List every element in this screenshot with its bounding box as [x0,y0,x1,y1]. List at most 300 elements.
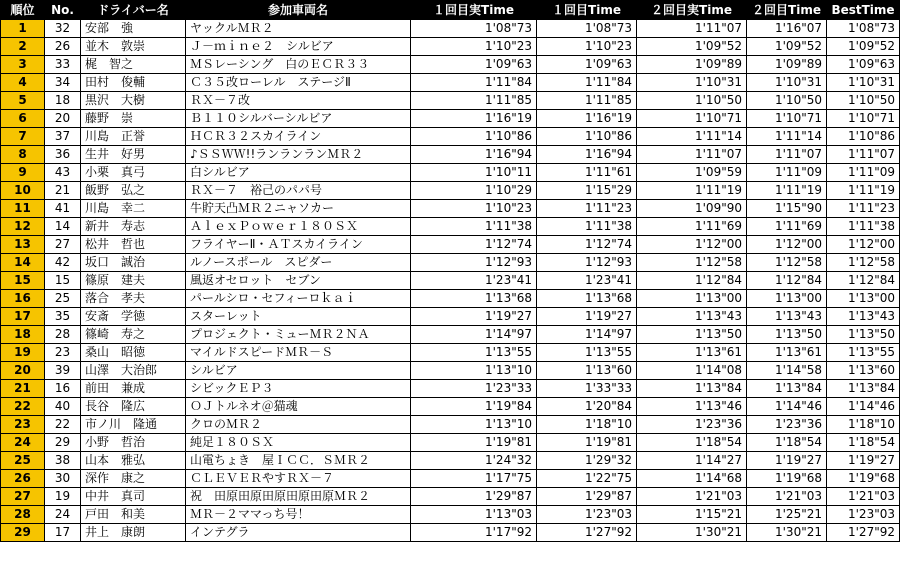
run1-time-cell: 1'23"03 [537,506,637,524]
run1-time-cell: 1'19"27 [537,308,637,326]
car-number-cell: 27 [45,236,81,254]
run1-time-cell: 1'08"73 [537,20,637,38]
run2-actual-cell: 1'12"58 [637,254,747,272]
run1-time-cell: 1'11"84 [537,74,637,92]
car-number-cell: 25 [45,290,81,308]
table-row [1,218,900,236]
car-number-cell: 30 [45,470,81,488]
header-rank: 順位 [1,1,45,20]
car-name-cell: クロのＭＲ２ [186,416,411,434]
car-number-cell: 22 [45,416,81,434]
driver-name-cell: 川島 幸二 [81,200,186,218]
run2-actual-cell: 1'13"84 [637,380,747,398]
car-number-cell: 40 [45,398,81,416]
run1-actual-cell: 1'17"75 [411,470,537,488]
run1-time-cell: 1'18"10 [537,416,637,434]
table-row [1,254,900,272]
driver-name-cell: 黒沢 大樹 [81,92,186,110]
car-name-cell: ＲＸ－７ 裕己のパパ号 [186,182,411,200]
best-time-cell: 1'10"31 [827,74,900,92]
table-row [1,398,900,416]
table-row [1,38,900,56]
car-name-cell: 白シルビア [186,164,411,182]
run1-actual-cell: 1'10"23 [411,38,537,56]
run1-time-cell: 1'13"68 [537,290,637,308]
run2-actual-cell: 1'11"07 [637,146,747,164]
driver-name-cell: 戸田 和美 [81,506,186,524]
run2-time-cell: 1'11"09 [747,164,827,182]
best-time-cell: 1'13"43 [827,308,900,326]
run2-actual-cell: 1'14"68 [637,470,747,488]
table-row [1,506,900,524]
run1-time-cell: 1'29"87 [537,488,637,506]
rank-cell: 17 [1,308,45,326]
run1-actual-cell: 1'19"27 [411,308,537,326]
driver-name-cell: 山本 雅弘 [81,452,186,470]
run2-time-cell: 1'23"36 [747,416,827,434]
driver-name-cell: 井上 康朗 [81,524,186,542]
run2-time-cell: 1'15"90 [747,200,827,218]
run1-time-cell: 1'11"61 [537,164,637,182]
run2-actual-cell: 1'09"90 [637,200,747,218]
run1-time-cell: 1'11"38 [537,218,637,236]
run1-time-cell: 1'20"84 [537,398,637,416]
table-row [1,200,900,218]
run2-time-cell: 1'13"43 [747,308,827,326]
run1-actual-cell: 1'11"84 [411,74,537,92]
best-time-cell: 1'10"86 [827,128,900,146]
run1-actual-cell: 1'11"85 [411,92,537,110]
run2-time-cell: 1'14"58 [747,362,827,380]
driver-name-cell: 新井 寿志 [81,218,186,236]
rank-cell: 6 [1,110,45,128]
driver-name-cell: 篠崎 寿之 [81,326,186,344]
run1-actual-cell: 1'13"55 [411,344,537,362]
table-row [1,380,900,398]
run1-time-cell: 1'10"23 [537,38,637,56]
best-time-cell: 1'12"84 [827,272,900,290]
run2-time-cell: 1'09"89 [747,56,827,74]
best-time-cell: 1'13"50 [827,326,900,344]
rank-cell: 14 [1,254,45,272]
run2-time-cell: 1'13"50 [747,326,827,344]
best-time-cell: 1'11"07 [827,146,900,164]
rank-cell: 29 [1,524,45,542]
run2-actual-cell: 1'18"54 [637,434,747,452]
rank-cell: 4 [1,74,45,92]
header-best-time: BestTime [827,1,900,20]
table-row [1,326,900,344]
run1-actual-cell: 1'19"84 [411,398,537,416]
car-name-cell: ヤックルＭＲ２ [186,20,411,38]
driver-name-cell: 藤野 崇 [81,110,186,128]
header-row [1,1,900,20]
best-time-cell: 1'19"27 [827,452,900,470]
table-row [1,146,900,164]
best-time-cell: 1'12"58 [827,254,900,272]
run1-time-cell: 1'14"97 [537,326,637,344]
run2-actual-cell: 1'10"50 [637,92,747,110]
rank-cell: 1 [1,20,45,38]
car-name-cell: マイルドスピードＭＲ－Ｓ [186,344,411,362]
rank-cell: 3 [1,56,45,74]
run1-time-cell: 1'16"19 [537,110,637,128]
run2-actual-cell: 1'30"21 [637,524,747,542]
run1-actual-cell: 1'14"97 [411,326,537,344]
car-number-cell: 23 [45,344,81,362]
run2-actual-cell: 1'13"50 [637,326,747,344]
car-number-cell: 21 [45,182,81,200]
run1-actual-cell: 1'12"93 [411,254,537,272]
run1-time-cell: 1'27"92 [537,524,637,542]
rank-cell: 2 [1,38,45,56]
run2-time-cell: 1'18"54 [747,434,827,452]
table-row [1,272,900,290]
best-time-cell: 1'14"46 [827,398,900,416]
run1-time-cell: 1'23"41 [537,272,637,290]
car-number-cell: 26 [45,38,81,56]
run2-actual-cell: 1'10"31 [637,74,747,92]
run1-actual-cell: 1'13"68 [411,290,537,308]
run2-actual-cell: 1'14"08 [637,362,747,380]
car-name-cell: ＣＬＥＶＥＲやすＲＸ－７ [186,470,411,488]
driver-name-cell: 飯野 弘之 [81,182,186,200]
car-number-cell: 36 [45,146,81,164]
table-row [1,452,900,470]
run1-actual-cell: 1'09"63 [411,56,537,74]
best-time-cell: 1'19"68 [827,470,900,488]
run2-time-cell: 1'10"71 [747,110,827,128]
rank-cell: 28 [1,506,45,524]
car-name-cell: 純足１８０ＳＸ [186,434,411,452]
best-time-cell: 1'11"23 [827,200,900,218]
rank-cell: 18 [1,326,45,344]
table-row [1,164,900,182]
driver-name-cell: 安部 強 [81,20,186,38]
run2-actual-cell: 1'10"71 [637,110,747,128]
car-name-cell: ＭＳレーシング 白のＥＣＲ３３ [186,56,411,74]
run2-time-cell: 1'11"07 [747,146,827,164]
header-car: 参加車両名 [186,1,411,20]
run1-time-cell: 1'09"63 [537,56,637,74]
run2-time-cell: 1'21"03 [747,488,827,506]
header-driver: ドライバー名 [81,1,186,20]
rank-cell: 9 [1,164,45,182]
run2-time-cell: 1'13"84 [747,380,827,398]
car-number-cell: 32 [45,20,81,38]
run2-actual-cell: 1'09"52 [637,38,747,56]
best-time-cell: 1'13"55 [827,344,900,362]
car-number-cell: 16 [45,380,81,398]
car-name-cell: ＯＪトルネオ＠猫魂 [186,398,411,416]
run2-time-cell: 1'16"07 [747,20,827,38]
car-name-cell: インテグラ [186,524,411,542]
best-time-cell: 1'18"54 [827,434,900,452]
table-row [1,290,900,308]
best-time-cell: 1'11"38 [827,218,900,236]
results-body [1,20,900,542]
table-row [1,308,900,326]
car-number-cell: 35 [45,308,81,326]
run2-time-cell: 1'25"21 [747,506,827,524]
run1-actual-cell: 1'13"10 [411,362,537,380]
car-name-cell: Ｃ３５改ローレル ステージⅡ [186,74,411,92]
header-run1-time: １回目Time [537,1,637,20]
car-number-cell: 38 [45,452,81,470]
table-row [1,416,900,434]
run2-time-cell: 1'13"00 [747,290,827,308]
run1-time-cell: 1'10"86 [537,128,637,146]
car-number-cell: 33 [45,56,81,74]
table-row [1,434,900,452]
run2-actual-cell: 1'11"07 [637,20,747,38]
table-row [1,524,900,542]
car-number-cell: 18 [45,92,81,110]
car-number-cell: 28 [45,326,81,344]
run1-time-cell: 1'11"23 [537,200,637,218]
run2-time-cell: 1'11"14 [747,128,827,146]
driver-name-cell: 坂口 誠治 [81,254,186,272]
run1-actual-cell: 1'23"33 [411,380,537,398]
rank-cell: 25 [1,452,45,470]
rank-cell: 13 [1,236,45,254]
car-number-cell: 37 [45,128,81,146]
run1-time-cell: 1'16"94 [537,146,637,164]
run2-time-cell: 1'10"31 [747,74,827,92]
car-number-cell: 17 [45,524,81,542]
rank-cell: 20 [1,362,45,380]
run1-time-cell: 1'13"55 [537,344,637,362]
run2-time-cell: 1'12"58 [747,254,827,272]
driver-name-cell: 松井 哲也 [81,236,186,254]
best-time-cell: 1'27"92 [827,524,900,542]
run1-time-cell: 1'15"29 [537,182,637,200]
car-number-cell: 43 [45,164,81,182]
best-time-cell: 1'13"00 [827,290,900,308]
car-name-cell: 風返オセロット セブン [186,272,411,290]
run2-time-cell: 1'13"61 [747,344,827,362]
run2-time-cell: 1'12"84 [747,272,827,290]
car-name-cell: パールシロ・セフィーロｋａｉ [186,290,411,308]
run1-time-cell: 1'29"32 [537,452,637,470]
run1-actual-cell: 1'23"41 [411,272,537,290]
driver-name-cell: 生井 好男 [81,146,186,164]
car-name-cell: ＲＸ－７改 [186,92,411,110]
header-no: No. [45,1,81,20]
run2-time-cell: 1'19"68 [747,470,827,488]
driver-name-cell: 梶 智之 [81,56,186,74]
run1-actual-cell: 1'10"29 [411,182,537,200]
rank-cell: 26 [1,470,45,488]
best-time-cell: 1'21"03 [827,488,900,506]
rank-cell: 23 [1,416,45,434]
rank-cell: 22 [1,398,45,416]
rank-cell: 16 [1,290,45,308]
car-name-cell: 山電ちょき 屋ＩＣＣ．ＳＭＲ２ [186,452,411,470]
table-row [1,344,900,362]
run1-actual-cell: 1'11"38 [411,218,537,236]
rank-cell: 10 [1,182,45,200]
driver-name-cell: 田村 俊輔 [81,74,186,92]
car-name-cell: ＡｌｅｘＰｏｗｅｒ１８０ＳＸ [186,218,411,236]
run1-actual-cell: 1'13"03 [411,506,537,524]
table-row [1,20,900,38]
best-time-cell: 1'13"84 [827,380,900,398]
run1-actual-cell: 1'13"10 [411,416,537,434]
driver-name-cell: 前田 兼成 [81,380,186,398]
best-time-cell: 1'12"00 [827,236,900,254]
run2-time-cell: 1'09"52 [747,38,827,56]
car-name-cell: ルノースポール スピダー [186,254,411,272]
car-name-cell: ＭＲ－２ママっち号！ [186,506,411,524]
best-time-cell: 1'10"71 [827,110,900,128]
table-row [1,74,900,92]
run2-actual-cell: 1'12"00 [637,236,747,254]
rank-cell: 7 [1,128,45,146]
car-number-cell: 29 [45,434,81,452]
run2-time-cell: 1'12"00 [747,236,827,254]
driver-name-cell: 安斎 学徳 [81,308,186,326]
run2-actual-cell: 1'21"03 [637,488,747,506]
driver-name-cell: 中井 真司 [81,488,186,506]
rank-cell: 12 [1,218,45,236]
best-time-cell: 1'11"09 [827,164,900,182]
run2-time-cell: 1'19"27 [747,452,827,470]
run1-actual-cell: 1'08"73 [411,20,537,38]
run2-actual-cell: 1'15"21 [637,506,747,524]
run2-actual-cell: 1'12"84 [637,272,747,290]
run1-time-cell: 1'12"93 [537,254,637,272]
run2-actual-cell: 1'23"36 [637,416,747,434]
run1-time-cell: 1'11"85 [537,92,637,110]
car-number-cell: 19 [45,488,81,506]
run2-actual-cell: 1'11"14 [637,128,747,146]
car-name-cell: 祝 田原田原田原田原田原ＭＲ２ [186,488,411,506]
car-number-cell: 34 [45,74,81,92]
run2-actual-cell: 1'11"69 [637,218,747,236]
table-row [1,182,900,200]
run1-actual-cell: 1'10"86 [411,128,537,146]
rank-cell: 11 [1,200,45,218]
car-name-cell: フライヤーⅡ・ＡＴスカイライン [186,236,411,254]
run1-actual-cell: 1'12"74 [411,236,537,254]
driver-name-cell: 並木 敦崇 [81,38,186,56]
best-time-cell: 1'13"60 [827,362,900,380]
driver-name-cell: 小栗 真弓 [81,164,186,182]
table-row [1,56,900,74]
table-row [1,128,900,146]
table-row [1,488,900,506]
run1-actual-cell: 1'17"92 [411,524,537,542]
driver-name-cell: 桑山 昭徳 [81,344,186,362]
car-name-cell: Ｂ１１０シルバーシルビア [186,110,411,128]
run1-actual-cell: 1'10"11 [411,164,537,182]
header-run2-actual: ２回目実Time [637,1,747,20]
car-name-cell: スターレット [186,308,411,326]
rank-cell: 8 [1,146,45,164]
rank-cell: 24 [1,434,45,452]
run2-time-cell: 1'11"19 [747,182,827,200]
table-row [1,110,900,128]
driver-name-cell: 市ノ川 隆通 [81,416,186,434]
car-number-cell: 39 [45,362,81,380]
car-name-cell: プロジェクト・ミューＭＲ２ＮＡ [186,326,411,344]
table-row [1,92,900,110]
run1-actual-cell: 1'16"94 [411,146,537,164]
run2-actual-cell: 1'14"27 [637,452,747,470]
run1-time-cell: 1'12"74 [537,236,637,254]
driver-name-cell: 川島 正誉 [81,128,186,146]
rank-cell: 27 [1,488,45,506]
header-run2-time: ２回目Time [747,1,827,20]
car-number-cell: 20 [45,110,81,128]
rank-cell: 15 [1,272,45,290]
best-time-cell: 1'18"10 [827,416,900,434]
best-time-cell: 1'11"19 [827,182,900,200]
run2-time-cell: 1'10"50 [747,92,827,110]
run2-time-cell: 1'11"69 [747,218,827,236]
table-row [1,470,900,488]
table-row [1,236,900,254]
driver-name-cell: 深作 康之 [81,470,186,488]
car-number-cell: 41 [45,200,81,218]
run1-actual-cell: 1'24"32 [411,452,537,470]
car-name-cell: Ｊ－ｍｉｎｅ２ シルビア [186,38,411,56]
run2-time-cell: 1'30"21 [747,524,827,542]
run2-actual-cell: 1'13"43 [637,308,747,326]
run2-actual-cell: 1'09"59 [637,164,747,182]
car-number-cell: 15 [45,272,81,290]
run1-actual-cell: 1'29"87 [411,488,537,506]
run1-time-cell: 1'13"60 [537,362,637,380]
best-time-cell: 1'09"63 [827,56,900,74]
rank-cell: 21 [1,380,45,398]
best-time-cell: 1'10"50 [827,92,900,110]
car-name-cell: シルビア [186,362,411,380]
run1-time-cell: 1'22"75 [537,470,637,488]
table-row [1,362,900,380]
best-time-cell: 1'23"03 [827,506,900,524]
run1-actual-cell: 1'10"23 [411,200,537,218]
best-time-cell: 1'09"52 [827,38,900,56]
run2-actual-cell: 1'13"00 [637,290,747,308]
driver-name-cell: 小野 哲治 [81,434,186,452]
driver-name-cell: 落合 孝夫 [81,290,186,308]
run2-time-cell: 1'14"46 [747,398,827,416]
driver-name-cell: 篠原 建夫 [81,272,186,290]
run2-actual-cell: 1'11"19 [637,182,747,200]
car-name-cell: シビックＥＰ３ [186,380,411,398]
run1-time-cell: 1'19"81 [537,434,637,452]
car-name-cell: ♪ＳＳＷＷ!!ランランランＭＲ２ [186,146,411,164]
best-time-cell: 1'08"73 [827,20,900,38]
car-number-cell: 24 [45,506,81,524]
car-name-cell: 牛貯天凸ＭＲ２ニャソカー [186,200,411,218]
run2-actual-cell: 1'09"89 [637,56,747,74]
car-name-cell: ＨＣＲ３２スカイライン [186,128,411,146]
rank-cell: 5 [1,92,45,110]
run1-time-cell: 1'33"33 [537,380,637,398]
car-number-cell: 14 [45,218,81,236]
header-run1-actual: １回目実Time [411,1,537,20]
run1-actual-cell: 1'19"81 [411,434,537,452]
driver-name-cell: 山澤 大治郎 [81,362,186,380]
rank-cell: 19 [1,344,45,362]
run1-actual-cell: 1'16"19 [411,110,537,128]
run2-actual-cell: 1'13"61 [637,344,747,362]
car-number-cell: 42 [45,254,81,272]
driver-name-cell: 長谷 隆広 [81,398,186,416]
